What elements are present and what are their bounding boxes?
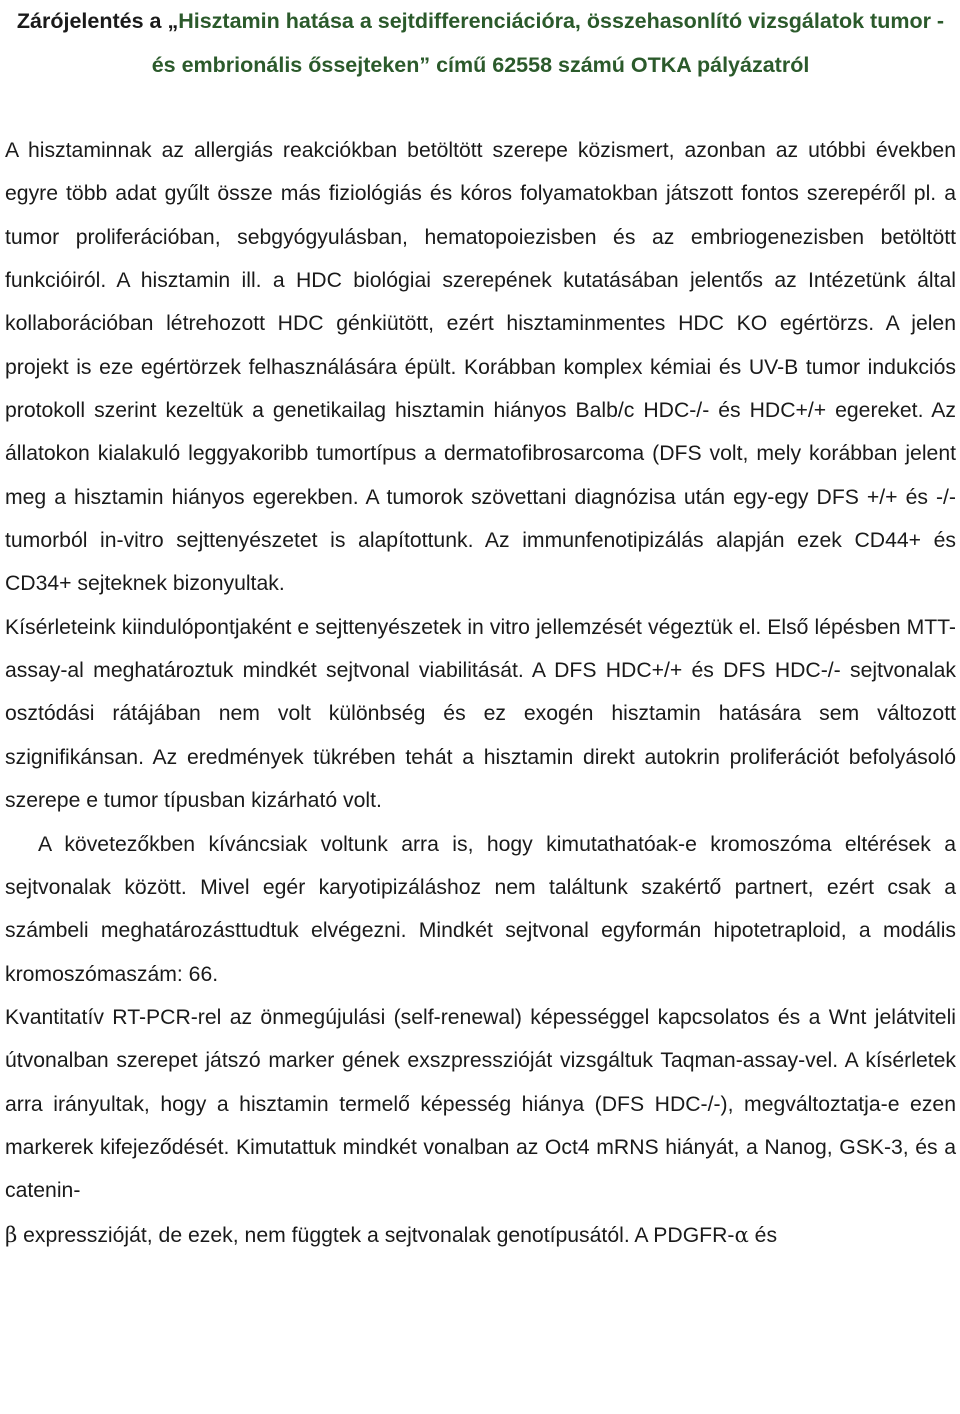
last-line-text: expresszióját, de ezek, nem függtek a sejtvonalak genotípusától. A PDGFR-: [17, 1223, 735, 1247]
title-highlight: Hisztamin hatása a sejtdifferenciációra, összehasonlító vizsgálatok tumor - és embrionális őssejteken” című 62558 számú OTKA pályázatról: [151, 9, 945, 77]
paragraph-intro: A hisztaminnak az allergiás reakciókban betöltött szerepe közismert, azonban az utóbbi években egyre több adat gyűlt össze más fiziológiás és kóros folyamatokban játszott fontos szerepéről pl. a tumor proliferációban, sebgyógyulásban, hematopoiezisben és az embriogenezisben betöltött funkcióiról. A hisztamin ill. a HDC biológiai szerepének kutatásában jelentős az Intézetünk által kollaborációban létrehozott HDC génkiütött, ezért hisztaminmentes HDC KO egértörzs. A jelen projekt is eze egértörzek felhasználására épült. Korábban komplex kémiai és UV-B tumor indukciós protokoll szerint kezeltük a genetikailag hisztamin hiányos Balb/c HDC-/- és HDC+/+ egereket. Az állatokon kialakuló leggyakoribb tumortípus a dermatofibrosarcoma (DFS volt, mely korábban jelent meg a hisztamin hiányos egerekben. A tumorok szövettani diagnózisa után egy-egy DFS +/+ és -/- tumorból in-vitro sejttenyészetet is alapítottunk. Az immunfenotipizálás alapján ezek CD44+ és CD34+ sejteknek bizonyultak.: [5, 139, 956, 596]
paragraph-last-line: [5, 1213, 956, 1257]
paragraph-chromosome: A követezőkben kíváncsiak voltunk arra is, hogy kimutathatóak-e kromoszóma eltérések a sejtvonalak között. Mivel egér karyotipizáláshoz nem találtunk szakértő partnert, ezért csak a számbeli meghatározásttudtuk elvégezni. Mindkét sejtvonal egyformán hipotetraploid, a modális kromoszómaszám: 66.: [5, 832, 956, 986]
paragraph-rtpcr: Kvantitatív RT-PCR-rel az önmegújulási (self-renewal) képességgel kapcsolatos és a Wnt jelátviteli útvonalban szerepet játszó marker gének exszpresszióját vizsgáltuk Taqman-assay-vel. A kísérletek arra irányultak, hogy a hisztamin termelő képesség hiánya (DFS HDC-/-), megváltoztatja-e ezen markerek kifejeződését. Kimutattuk mindkét vonalban az Oct4 mRNS hiányát, a Nanog, GSK-3, és a catenin-: [5, 1005, 956, 1203]
last-line-end: és: [748, 1223, 778, 1247]
document-title: [5, 0, 956, 87]
title-prefix: Zárójelentés a „: [16, 9, 179, 33]
beta-symbol: β: [5, 1221, 18, 1247]
alpha-symbol: α: [734, 1221, 749, 1247]
paragraph-viability: Kísérleteink kiindulópontjaként e sejttenyészetek in vitro jellemzését végeztük el. Első lépésben MTT-assay-al meghatároztuk mindkét sejtvonal viabilitását. A DFS HDC+/+ és DFS HDC-/- sejtvonalak osztódási rátájában nem volt különbség és ez exogén hisztamin hatására sem változott szignifikánsan. Az eredmények tükrében tehát a hisztamin direkt autokrin proliferációt befolyásoló szerepe e tumor típusban kizárható volt.: [5, 615, 956, 813]
